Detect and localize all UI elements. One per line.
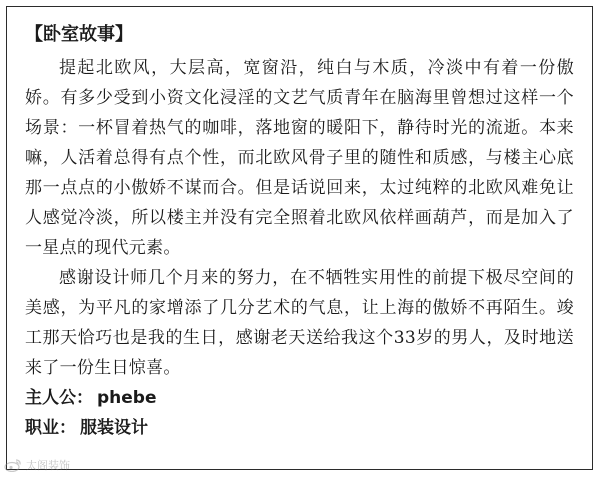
story-paragraph-1: 提起北欧风，大层高，宽窗沿，纯白与木质，冷淡中有着一份傲娇。有多少受到小资文化浸淫的文艺气质青年在脑海里曾想过这样一个场景：一杯冒着热气的咖啡，落地窗的暖阳下，静待时光的流逝。本来嘛，人活着总得有点个性，而北欧风骨子里的随性和质感，与楼主心底那一点点的小傲娇不谋而合。但是话说回来，太过纯粹的北欧风难免让人感觉冷淡，所以楼主并没有完全照着北欧风依样画葫芦，而是加入了一星点的现代元素。 xyxy=(25,58,574,258)
section-heading: 【卧室故事】 xyxy=(25,24,133,45)
watermark xyxy=(4,457,70,473)
occupation-line xyxy=(25,413,574,443)
document-body xyxy=(25,21,574,443)
owner-label: 主人公： xyxy=(25,388,93,408)
watermark-text: 太阁装饰 xyxy=(26,459,70,472)
document-frame xyxy=(6,6,593,470)
owner-value: phebe xyxy=(97,388,157,408)
occupation-value: 服装设计 xyxy=(80,418,148,438)
weibo-logo-icon xyxy=(4,458,22,472)
occupation-label: 职业： xyxy=(25,418,76,438)
owner-line xyxy=(25,383,574,413)
story-paragraph-2: 感谢设计师几个月来的努力，在不牺牲实用性的前提下极尽空间的美感，为平凡的家增添了几分艺术的气息，让上海的傲娇不再陌生。竣工那天恰巧也是我的生日，感谢老天送给我这个33岁的男人，及时地送来了一份生日惊喜。 xyxy=(25,268,574,378)
